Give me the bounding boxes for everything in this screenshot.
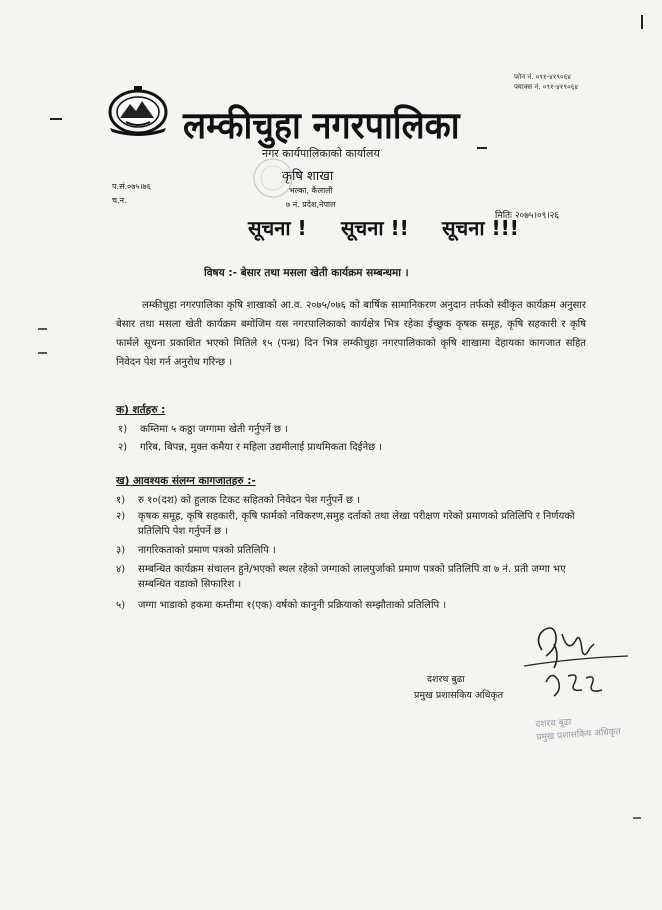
item-number: ५) xyxy=(116,600,126,611)
document-date: मितिः २०७५।०९।२६ xyxy=(495,211,560,221)
scan-mark xyxy=(38,328,47,330)
item-text: कृषक समूह, कृषि सहकारी, कृषि फार्मको नविकरण,समुह दर्ताको तथा लेखा परीक्षण गरेको प्रमाणको प्रतिलिपि र निर्णयको प्रतिलिपि पेश गर्नुपर्ने छ । xyxy=(138,511,575,537)
stamp-line-2: प्रमुख प्रशासकिय अधिकृत xyxy=(536,727,622,743)
list-item xyxy=(116,509,588,539)
official-stamp xyxy=(535,713,621,745)
address-line-2: ७ नं. प्रदेश,नेपाल xyxy=(286,200,336,209)
nepal-emblem-icon xyxy=(106,84,170,136)
item-number: ४) xyxy=(116,564,126,575)
scan-mark xyxy=(633,817,641,819)
contact-phone: फोन नं. ०९१-४१९०६४ xyxy=(514,73,571,81)
notice-heading-1: सूचना ! xyxy=(248,216,307,240)
list-item xyxy=(116,543,586,558)
section-a-title: क) शर्तहरु : xyxy=(116,404,166,416)
scan-mark xyxy=(50,118,62,120)
item-text: कम्तिमा ५ कठ्ठा जग्गामा खेती गर्नुपर्ने छ । xyxy=(140,424,288,435)
subject-line: विषय :- बेसार तथा मसला खेती कार्यक्रम सम्बन्धमा । xyxy=(204,267,409,279)
address-line-1: भल्का, कैलाली xyxy=(289,186,333,195)
body-paragraph: लम्कीचुहा नगरपालिका कृषि शाखाको आ.व. २०७५/०७६ को बार्षिक सामानिकरण अनुदान तर्फको स्वीकृत कार्यक्रम अनुसार बेसार तथा मसला खेती कार्यक्रम बमोजिम यस नगरपालिकाको कार्यक्षेत्र भित्र रहेका ईच्छुक कृषक समूह, कृषि सहकारी र कृषि फार्मले सूचना प्रकाशित भएको मितिले १५ (पन्ध्र) दिन भित्र लम्कीचुहा नगरपालिकाको कृषि शाखामा देहायका कागजात सहित निवेदन पेश गर्न अनुरोध गरिन्छ । xyxy=(116,300,586,368)
item-number: १) xyxy=(118,424,128,435)
org-name: लम्कीचुहा नगरपालिका xyxy=(183,104,460,147)
stamp-line-1: दशरथ बुढा xyxy=(535,717,572,730)
office-name: नगर कार्यपालिकाको कार्यालय xyxy=(262,147,380,160)
reference-number: प.सं.०७५।७६ xyxy=(112,182,151,191)
list-item xyxy=(116,562,588,592)
contact-fax: फ्याक्स नं. ०९१-४१९०६४ xyxy=(514,83,578,91)
branch-name: कृषि शाखा xyxy=(282,169,334,184)
seal-watermark-icon xyxy=(251,156,295,200)
signer-name: दशरथ बुढा xyxy=(427,674,465,685)
item-text: नागरिकताको प्रमाण पत्रको प्रतिलिपि । xyxy=(138,545,276,556)
item-text: रु १०(दश) को हुलाक टिकट सहितको निवेदन पेश गर्नुपर्ने छ । xyxy=(138,495,360,506)
item-number: २) xyxy=(118,442,128,453)
list-item xyxy=(118,422,588,437)
item-number: २) xyxy=(116,511,126,522)
notice-heading-2: सूचना !! xyxy=(341,216,409,240)
item-text: गरिब, बिपन्न, मुक्त कमैया र महिला उद्यमीलाई प्राथमिकता दिईनेछ । xyxy=(140,442,383,453)
dispatch-number: च.न. xyxy=(112,196,127,205)
scan-mark xyxy=(477,147,487,149)
scan-mark xyxy=(641,15,643,29)
list-item xyxy=(118,440,588,455)
scan-mark xyxy=(38,352,47,354)
item-number: १) xyxy=(116,495,126,506)
notice-heading-3: सूचना !!! xyxy=(442,216,519,240)
signer-title: प्रमुख प्रशासकिय अधिकृत xyxy=(414,690,504,701)
contact-info xyxy=(514,72,578,92)
list-item xyxy=(116,598,586,613)
handwritten-signature-icon xyxy=(524,620,644,704)
item-number: ३) xyxy=(116,545,126,556)
section-b-title: ख) आवश्यक संलग्न कागजातहरु :- xyxy=(116,475,256,487)
item-text: सम्बन्धित कार्यक्रम संचालन हुने/भएको स्थल रहेको जग्गाको लालपुर्जाको प्रमाण पत्रको प्रतिलिपि वा ७ नं. प्रती जग्गा भए सम्बन्धित वडाको सिफारिश । xyxy=(138,564,566,590)
list-item xyxy=(116,493,586,508)
item-text: जग्गा भाडाको हकमा कम्तीमा १(एक) वर्षको कानुनी प्रक्रियाको सम्झौताको प्रतिलिपि । xyxy=(138,600,447,611)
